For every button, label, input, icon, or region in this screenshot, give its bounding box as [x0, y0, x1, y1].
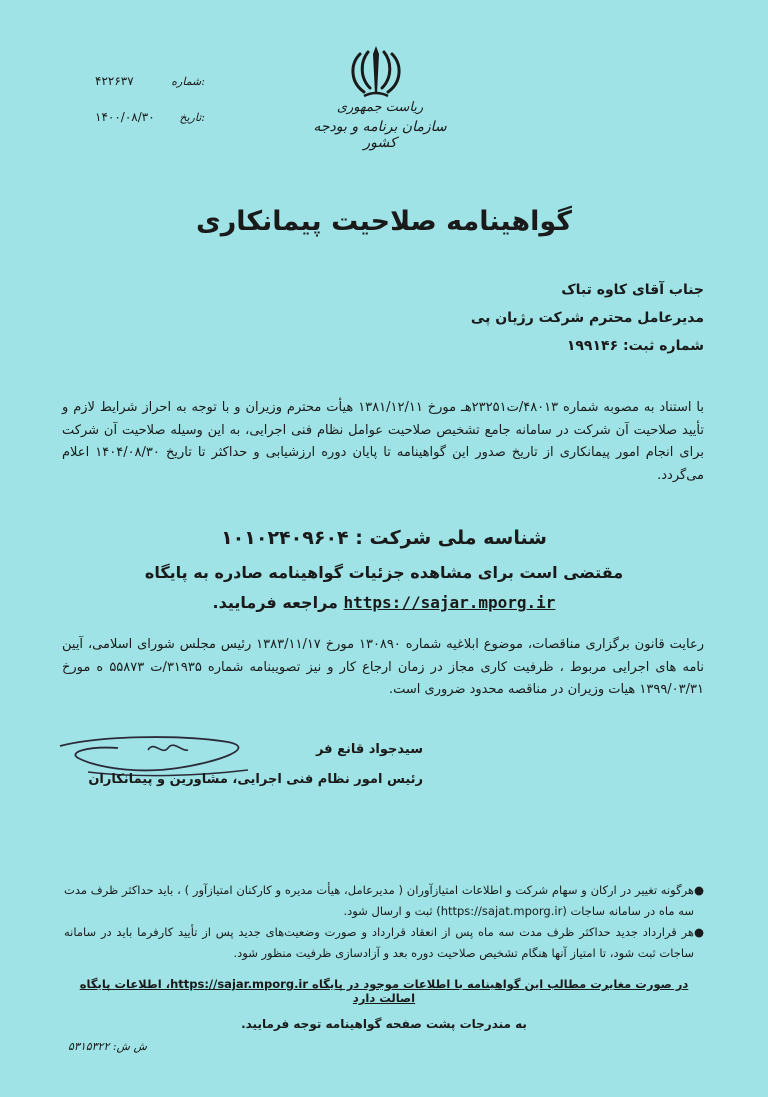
date-row [95, 106, 205, 128]
date-value: ۱۴۰۰/۰۸/۳۰ [95, 110, 155, 124]
footer-serial: ش ش: ۵۳۱۵۳۲۲ [68, 1040, 147, 1053]
org-line-1: ریاست جمهوری [336, 100, 424, 115]
number-row [95, 70, 205, 92]
number-value: ۴۲۲۶۳۷ [95, 74, 134, 88]
iran-emblem-icon [346, 42, 406, 100]
bullet-icon: ● [693, 925, 704, 939]
signatory-name: سیدجواد قانع فر [315, 742, 423, 757]
validity-warning: در صورت مغایرت مطالب این گواهینامه با اطلاعات موجود در پایگاه https://sajar.mporg.ir، اطلاعات پایگاه اصالت دارد [79, 977, 689, 1005]
registration-number: شماره ثبت: ۱۹۹۱۴۶ [566, 338, 704, 354]
back-page-note: به مندرجات پشت صفحه گواهینامه توجه فرمایید. [241, 1017, 527, 1031]
national-id: شناسه ملی شرکت : ۱۰۱۰۲۴۰۹۶۰۴ [221, 527, 547, 549]
page-title: گواهینامه صلاحیت پیمانکاری [196, 206, 572, 237]
note-item [64, 880, 704, 922]
notes-list [64, 880, 704, 964]
note-text: هر قرارداد جدید حداکثر ظرف مدت سه ماه پس از انعقاد قرارداد و صورت وضعیت‌های جدید پس از تأیید کارفرما باید در سامانه ساجات ثبت شود، تا امتیاز آنها هنگام تشخیص صلاحیت دوره بعد و آزادسازی ظرفیت منظور شود. [64, 925, 694, 960]
signatory-position: رئیس امور نظام فنی اجرایی، مشاورین و پیمانکاران [88, 772, 423, 787]
portal-suffix: مراجعه فرمایید. [212, 593, 338, 612]
date-label: تاریخ: [179, 110, 205, 124]
sajar-link[interactable]: https://sajar.mporg.ir [343, 593, 556, 612]
header-meta [95, 70, 205, 142]
compliance-paragraph: رعایت قانون برگزاری مناقصات، موضوع ابلاغیه شماره ۱۳۰۸۹۰ مورخ ۱۳۸۳/۱۱/۱۷ رئیس مجلس شورای اسلامی، آیین نامه های اجرایی مربوط ، ظرفیت کاری مجاز در زمان ارجاع کار و نیز تصویبنامه شماره ۳۱۹۳۵/ت ۵۵۸۷۳ ه مورخ ۱۳۹۹/۰۳/۳۱ هیات وزیران در مناقصه محدود ضروری است. [62, 637, 704, 697]
number-label: شماره: [171, 74, 205, 88]
org-name [300, 100, 460, 151]
addressee-position: مدیرعامل محترم شرکت رژیان پی [470, 310, 704, 326]
main-paragraph: با استناد به مصوبه شماره ۴۸۰۱۳/ت۲۳۲۵۱هـ مورخ ۱۳۸۱/۱۲/۱۱ هیأت محترم وزیران و با توجه به احراز شرایط لازم و تأیید صلاحیت آن شرکت در سامانه جامع تشخیص صلاحیت عوامل نظام فنی اجرایی، به این وسیله صلاحیت آن شرکت برای انجام امور پیمانکاری از تاریخ صدور این گواهینامه تا پایان دوره ارزشیابی و حداکثر تا تاریخ ۱۴۰۴/۰۸/۳۰ اعلام می‌گردد. [62, 400, 704, 483]
signature-block [88, 735, 423, 795]
portal-link-line [0, 593, 768, 612]
addressee-name: جناب آقای کاوه تباک [561, 282, 704, 298]
org-line-2: سازمان برنامه و بودجه کشور [313, 119, 447, 151]
note-item [64, 922, 704, 964]
addressee-block [384, 276, 704, 360]
portal-instruction: مقتضی است برای مشاهده جزئیات گواهینامه صادره به پایگاه [144, 563, 624, 582]
note-text: هرگونه تغییر در ارکان و سهام شرکت و اطلاعات امتیازآوران ( مدیرعامل، هیأت مدیره و کارکنان امتیازآور ) ، باید حداکثر ظرف مدت سه ماه در سامانه ساجات (https://sajat.mporg.ir) ثبت و ارسال شود. [64, 883, 694, 918]
bullet-icon: ● [693, 883, 704, 897]
